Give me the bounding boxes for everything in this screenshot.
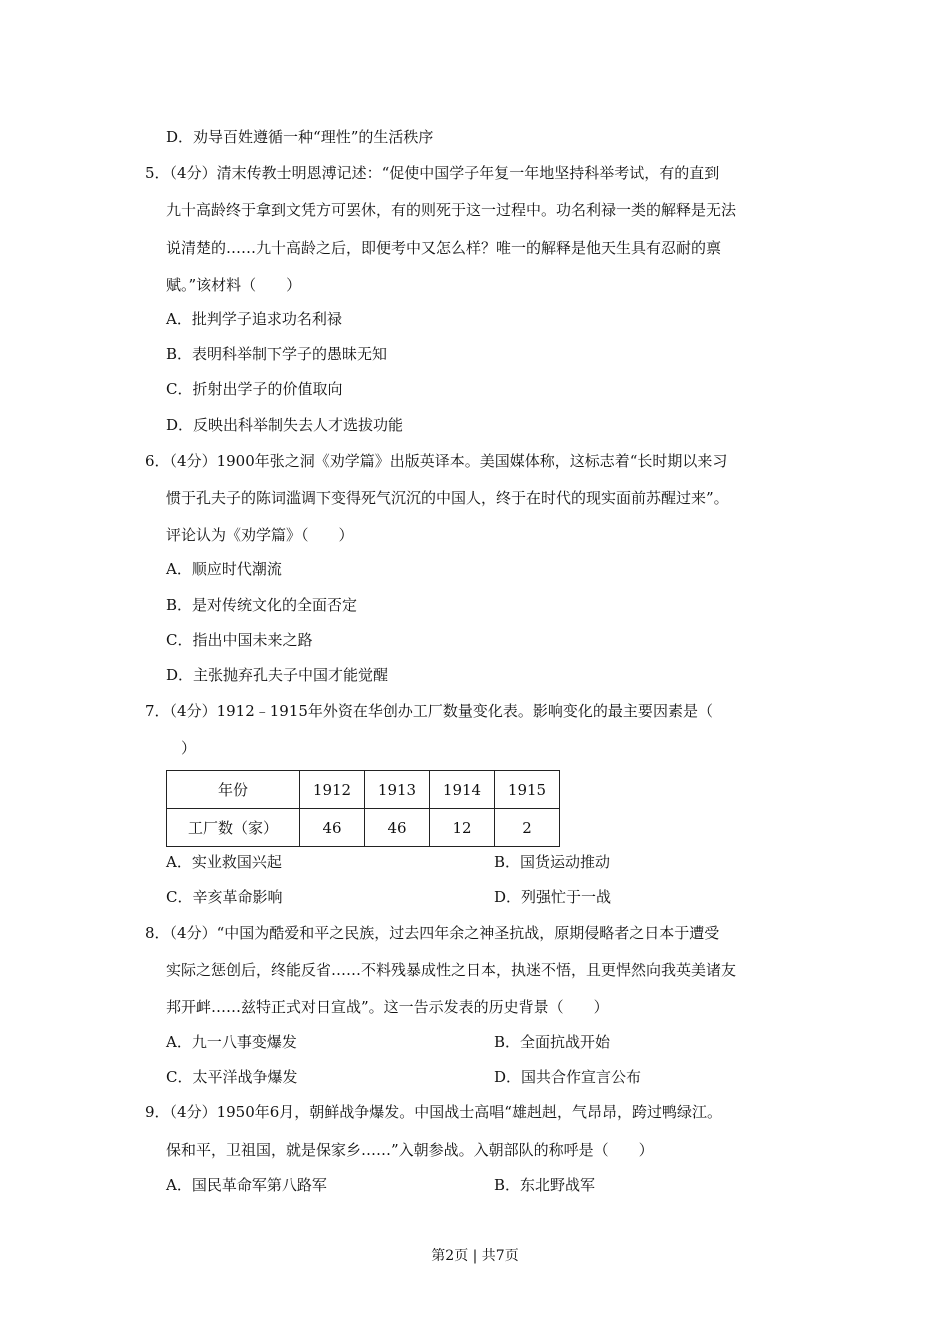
- table-cell: 1914: [430, 771, 495, 809]
- factory-count-table: [166, 770, 560, 847]
- table-cell: 1913: [365, 771, 430, 809]
- q9-stem-line-2: 保和平，卫祖国，就是保家乡……”入朝参战。入朝部队的称呼是（ ）: [166, 1141, 654, 1159]
- q6-stem-line-2: 惯于孔夫子的陈词滥调下变得死气沉沉的中国人，终于在时代的现实面前苏醒过来”。: [166, 489, 729, 507]
- q5-option-b: B．表明科举制下学子的愚昧无知: [166, 345, 388, 363]
- q9-stem-line-1: 9．（4分）1950年6月，朝鲜战争爆发。中国战士高唱“雄赳赳，气昂昂，跨过鸭绿江。: [145, 1103, 722, 1121]
- q6-stem-line-3: 评论认为《劝学篇》（ ）: [166, 526, 354, 544]
- table-header-row: [167, 771, 560, 809]
- table-cell: 1915: [495, 771, 560, 809]
- q5-option-c: C．折射出学子的价值取向: [166, 380, 343, 398]
- q8-stem-line-2: 实际之惩创后，终能反省……不料残暴成性之日本，执迷不悟，且更悍然向我英美诸友: [166, 961, 737, 979]
- table-cell: 2: [495, 809, 560, 847]
- q6-option-b: B．是对传统文化的全面否定: [166, 596, 358, 614]
- table-cell: 46: [300, 809, 365, 847]
- page-footer: 第2页 | 共7页: [431, 1248, 519, 1264]
- q7-stem-line-1: 7．（4分）1912﹣1915年外资在华创办工厂数量变化表。影响变化的最主要因素是（: [145, 702, 713, 720]
- q8-option-a: A．九一八事变爆发: [166, 1033, 297, 1051]
- q6-stem-line-1: 6．（4分）1900年张之洞《劝学篇》出版英译本。美国媒体称，这标志着“长时期以来习: [145, 452, 728, 470]
- q8-option-d: D．国共合作宣言公布: [494, 1068, 642, 1086]
- q5-option-a: A．批判学子追求功名利禄: [166, 310, 342, 328]
- q7-option-b: B．国货运动推动: [494, 853, 611, 871]
- q8-option-b: B．全面抗战开始: [494, 1033, 611, 1051]
- q7-stem-line-2: ）: [181, 739, 197, 757]
- q4-option-d: D．劝导百姓遵循一种“理性”的生活秩序: [166, 128, 434, 146]
- table-cell: 年份: [167, 771, 300, 809]
- q9-option-b: B．东北野战军: [494, 1176, 596, 1194]
- table-cell: 工厂数（家）: [167, 809, 300, 847]
- q8-stem-line-3: 邦开衅……兹特正式对日宣战”。这一告示发表的历史背景（ ）: [166, 998, 609, 1016]
- q9-option-a: A．国民革命军第八路军: [166, 1176, 327, 1194]
- q5-stem-line-2: 九十高龄终于拿到文凭方可罢休，有的则死于这一过程中。功名利禄一类的解释是无法: [166, 201, 737, 219]
- q5-stem-line-1: 5．（4分）清末传教士明恩溥记述：“促使中国学子年复一年地坚持科举考试，有的直到: [145, 164, 720, 182]
- q5-stem-line-3: 说清楚的……九十高龄之后，即便考中又怎么样？唯一的解释是他天生具有忍耐的禀: [166, 239, 722, 257]
- q6-option-c: C．指出中国未来之路: [166, 631, 313, 649]
- q7-option-c: C．辛亥革命影响: [166, 888, 283, 906]
- q5-option-d: D．反映出科举制失去人才选拔功能: [166, 416, 404, 434]
- q8-stem-line-1: 8．（4分）“中国为酷爱和平之民族，过去四年余之神圣抗战，原期侵略者之日本于遭受: [145, 924, 720, 942]
- q6-option-d: D．主张抛弃孔夫子中国才能觉醒: [166, 666, 389, 684]
- q8-option-c: C．太平洋战争爆发: [166, 1068, 298, 1086]
- q7-option-a: A．实业救国兴起: [166, 853, 282, 871]
- table-cell: 1912: [300, 771, 365, 809]
- table-cell: 12: [430, 809, 495, 847]
- q6-option-a: A．顺应时代潮流: [166, 560, 282, 578]
- table-row: [167, 809, 560, 847]
- q5-stem-line-4: 赋。”该材料（ ）: [166, 276, 302, 294]
- q7-option-d: D．列强忙于一战: [494, 888, 612, 906]
- table-cell: 46: [365, 809, 430, 847]
